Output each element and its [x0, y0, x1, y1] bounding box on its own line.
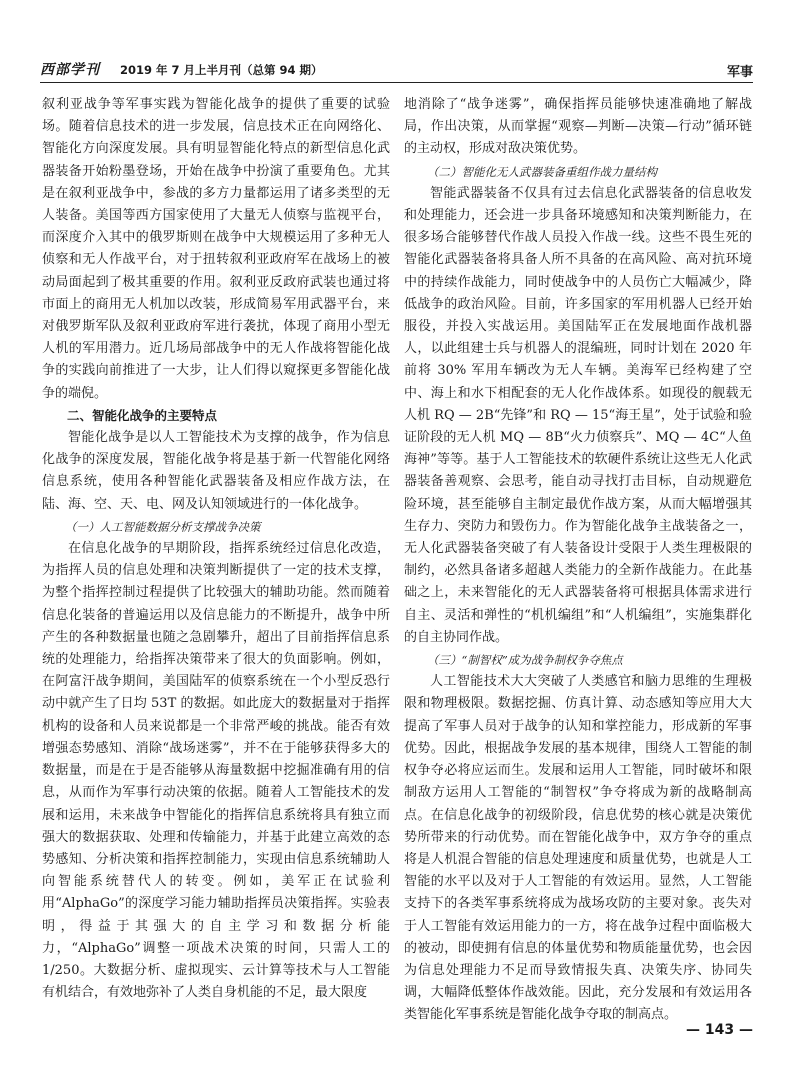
paragraph: 叙利亚战争等军事实践为智能化战争的提供了重要的试验场。随着信息技术的进一步发展，信息技术正在向网络化、智能化方向深度发展。具有明显智能化特点的新型信息化武器装备开始粉墨登场，开始在战争中扮演了重要角色。尤其是在叙利亚战争中，参战的多方力量都运用了诸多类型的无人装备。美国等西方国家使用了大量无人侦察与监视平台，而深度介入其中的俄罗斯则在战争中大规模运用了多种无人侦察和无人作战平台，对于扭转叙利亚政府军在战场上的被动局面起到了极其重要的作用。叙利亚反政府武装也通过将市面上的商用无人机加以改装，形成简易军用武器平台，来对俄罗斯军队及叙利亚政府军进行袭扰，体现了商用小型无人机的军用潜力。近几场局部战争中的无人作战将智能化战争的实践向前推进了一大步，让人们得以窥探更多智能化战争的端倪。 [42, 97, 390, 401]
section-heading: 二、智能化战争的主要特点 [67, 407, 218, 423]
paragraph: 人工智能技术大大突破了人类感官和脑力思维的生理极限和物理极限。数据挖掘、仿真计算、动态感知等应用大大提高了军事人员对于战争的认知和掌控能力，形成新的军事优势。因此，根据战争发展的基本规律，围绕人工智能的制权争夺必将应运而生。发展和运用人工智能，同时破坏和限制敌方运用人工智能的“制智权”争夺将成为新的战略制高点。在信息化战争的初级阶段，信息优势的核心就是决策优势所带来的行动优势。而在智能化战争中，双方争夺的重点将是人机混合智能的信息处理速度和质量优势，也就是人工智能的水平以及对于人工智能的有效运用。显然，人工智能支持下的各类军事系统将成为战场攻防的主要对象。丧失对于人工智能有效运用能力的一方，将在战争过程中面临极大的被动，即使拥有信息的体量优势和物质能量优势，也会因为信息处理能力不足而导致情报失真、决策失序、协同失调，大幅降低整体作战效能。因此，充分发展和有效运用各类智能化军事系统是智能化战争夺取的制高点。 [404, 674, 752, 1023]
paragraph: 智能武器装备不仅具有过去信息化武器装备的信息收发和处理能力，还会进一步具备环境感知和决策判断能力，在很多场合能够替代作战人员投入作战一线。这些不畏生死的智能化武器装备将具备人所不具备的在高风险、高对抗环境中的持续作战能力，同时使战争中的人员伤亡大幅减少，降低战争的政治风险。目前，许多国家的军用机器人已经开始服役，并投入实战运用。美国陆军正在发展地面作战机器人，以此组建士兵与机器人的混编班，同时计划在 2020 年前将 30% 军用车辆改为无人车辆。美海军已经构建了空中、海上和水下相配套的无人化作战体系。如现役的舰载无人机 RQ — 2B“先锋”和 RQ — 15“海王星”，处于试验和验证阶段的无人机 MQ — 8B“火力侦察兵”、MQ — 4C“人鱼海神”等等。基于人工智能技术的软硬件系统让这些无人化武器装备善观察、会思考，能自动寻找打击目标，自动规避危险环境，甚至能够自主制定最优作战方案，从而大幅增强其生存力、突防力和毁伤力。作为智能化战争主战装备之一，无人化武器装备突破了有人装备设计受限于人类生理极限的制约，必然具备诸多超越人类能力的全新作战能力。在此基础之上，未来智能化的无人武器装备将可根据具体需求进行自主、灵活和弹性的“机机编组”和“人机编组”，实施集群化的自主协同作战。 [404, 185, 752, 645]
right-column [404, 94, 752, 1027]
paragraph: 在信息化战争的早期阶段，指挥系统经过信息化改造，为指挥人员的信息处理和决策判断提供了一定的技术支撑，为整个指挥控制过程提供了比较强大的辅助功能。然而随着信息化装备的普遍运用以及信息能力的不断提升，战争中所产生的各种数据量也随之急剧攀升，超出了目前指挥信息系统的处理能力，给指挥决策带来了很大的负面影响。例如，在阿富汗战争期间，美国陆军的侦察系统在一个小型反恐行动中就产生了日均 53T 的数据。如此庞大的数据量对于指挥机构的设备和人员来说都是一个非常严峻的挑战。能否有效增强态势感知、消除“战场迷雾”，并不在于能够获得多大的数据量，而是在于是否能够从海量数据中挖掘准确有用的信息，从而作为军事行动决策的依据。随着人工智能技术的发展和运用，未来战争中智能化的指挥信息系统将具有独立而强大的数据获取、处理和传输能力，并基于此建立高效的态势感知、分析决策和指挥控制能力，实现由信息系统辅助人向智能系统替代人的转变。例如，美军正在试验利用“AlphaGo”的深度学习能力辅助指挥员决策指挥。实验表明，得益于其强大的自主学习和数据分析能力，“AlphaGo”调整一项战术决策的时间，只需人工的 1/250。大数据分析、虚拟现实、云计算等技术与人工智能有机结合，有效地弥补了人类自身机能的不足，最大限度 [42, 541, 390, 1001]
section-tag: 军事 [726, 65, 753, 80]
left-column [42, 94, 390, 1004]
subsection-heading: （一）人工智能数据分析支撑战争决策 [65, 519, 261, 534]
paragraph: 智能化战争是以人工智能技术为支撑的战争，作为信息化战争的深度发展，智能化战争将是基于新一代智能化网络信息系统，使用各种智能化武器装备及相应作战方法，在陆、海、空、天、电、网及认知领域进行的一体化战争。 [42, 430, 390, 512]
subsection-heading: （二）智能化无人武器装备重组作战力量结构 [427, 164, 657, 179]
subsection-heading: （三）“制智权”成为战争制权争夺焦点 [427, 653, 623, 668]
paragraph: 地消除了“战争迷雾”，确保指挥员能够快速准确地了解战局，作出决策，从而掌握“观察—判断—决策—行动”循环链的主动权，形成对敌决策优势。 [404, 97, 752, 157]
running-header [40, 56, 753, 82]
issue-info: 2019 年 7 月上半月刊（总第 94 期） [120, 63, 323, 77]
journal-name: 西部学刊 [40, 62, 100, 78]
page-number: — 143 — [686, 1022, 753, 1038]
header-rule [40, 82, 753, 83]
